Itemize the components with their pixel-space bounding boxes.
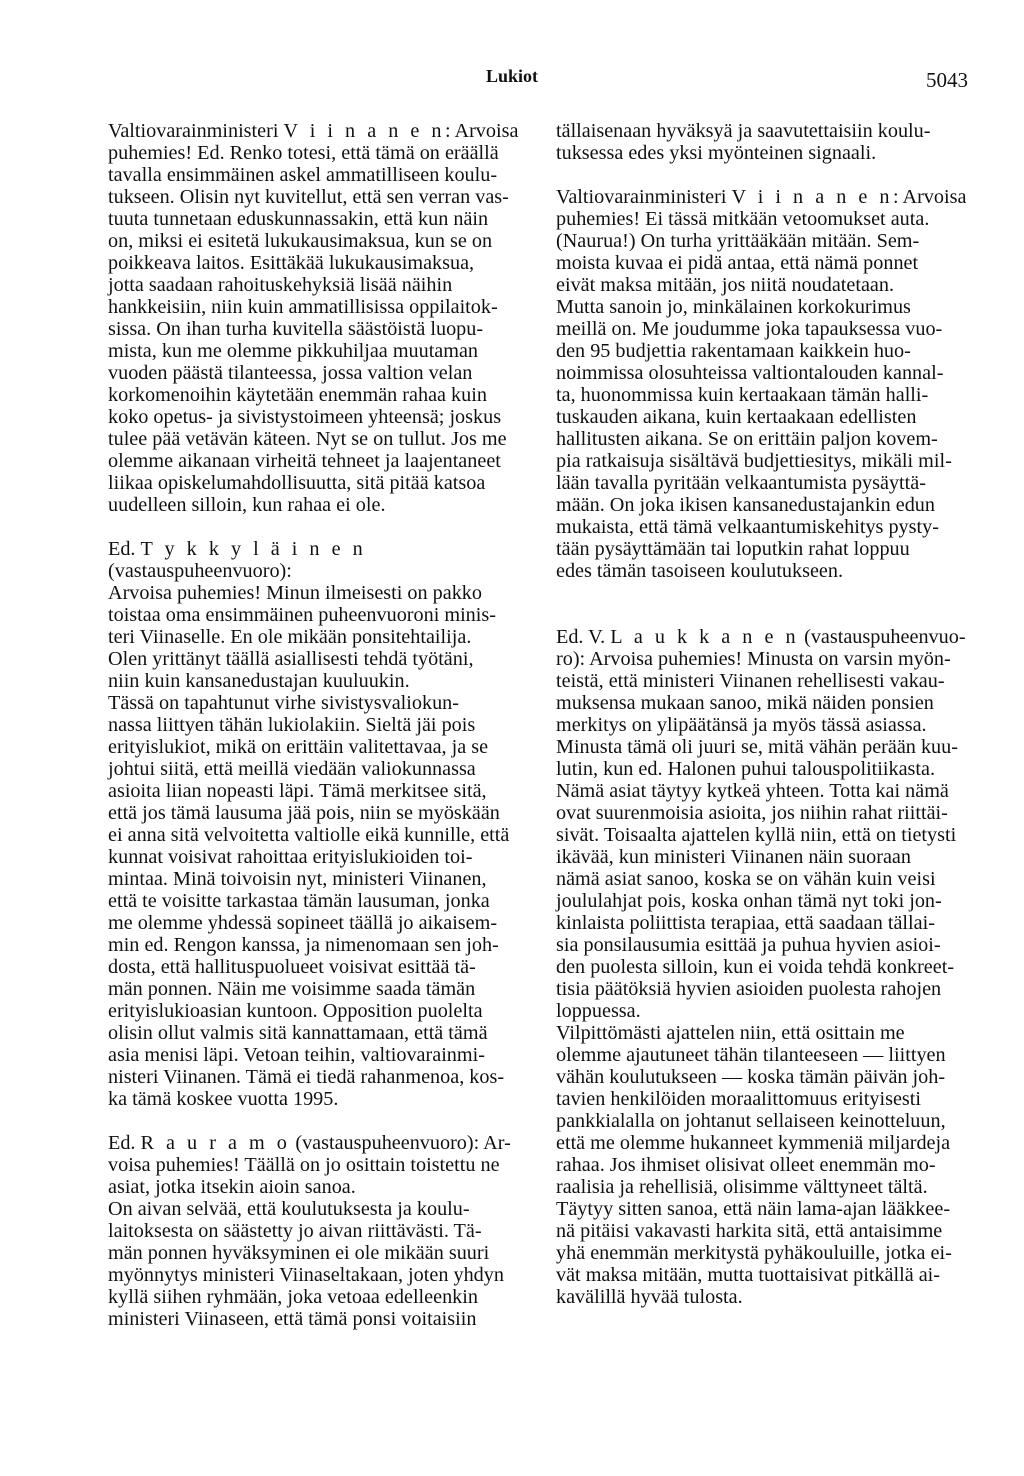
text-line	[108, 120, 528, 142]
text-line: tään pysäyttämään tai loputkin rahat loppuu	[556, 538, 910, 560]
text-line: merkitys on ylipäätänsä ja myös tässä asiassa.	[556, 714, 927, 736]
text-line: niin kuin kansanedustajan kuuluukin.	[108, 670, 410, 692]
text-line: teistä, että ministeri Viinanen rehellisesti vakau-	[556, 670, 945, 692]
text-line: ka tämä koskee vuotta 1995.	[108, 1088, 339, 1110]
text-segment: : Arvoisa	[892, 186, 967, 208]
text-line: dosta, että hallituspuolueet voisivat esittää tä-	[108, 956, 476, 978]
paragraph-gap	[556, 582, 996, 604]
text-line: vuoden päästä tilanteessa, jossa valtion velan	[108, 362, 473, 384]
text-line: puhemies! Ed. Renko totesi, että tämä on eräällä	[108, 142, 499, 164]
text-line: teri Viinaselle. En ole mikään ponsitehtailija.	[108, 626, 472, 648]
text-line: kunnat voisivat rahoittaa erityislukioiden toi-	[108, 846, 473, 868]
text-segment: Ed. V.	[556, 626, 611, 648]
text-line: uudelleen silloin, kun rahaa ei ole.	[108, 494, 386, 516]
text-line: sivät. Toisaalta ajattelen kyllä niin, että on tietysti	[556, 824, 957, 846]
text-line: että te voisitte tarkastaa tämän lausuman, jonka	[108, 890, 490, 912]
text-line: män ponnen. Näin me voisimme saada tämän	[108, 978, 476, 1000]
text-line: Mutta sanoin jo, minkälainen korkokurimus	[556, 296, 911, 318]
text-line: mintaa. Minä toivoisin nyt, ministeri Viinanen,	[108, 868, 487, 890]
text-line: mukaista, että tämä velkaantumiskehitys pysty-	[556, 516, 939, 538]
text-line: toistaa oma ensimmäinen puheenvuoroni minis-	[108, 604, 496, 626]
text-line: hallitusten aikana. Se on erittäin paljon kovem-	[556, 428, 938, 450]
speaker-name: T y k k y l ä i n e n	[140, 538, 367, 560]
text-line: olisin ollut valmis sitä kannattamaan, että tämä	[108, 1022, 488, 1044]
text-line: nä pitäisi vakavasti harkita sitä, että antaisimme	[556, 1220, 943, 1242]
text-line: että me olemme hukanneet kymmeniä miljardeja	[556, 1132, 951, 1154]
text-line: vähän koulutukseen — koska tämän päivän joh-	[556, 1066, 946, 1088]
text-line: On aivan selvää, että koulutuksesta ja koulu-	[108, 1198, 470, 1220]
text-line: yhä enemmän merkitystä pyhäkouluille, jotka ei-	[556, 1242, 952, 1264]
text-line: tulee pää vetävän käteen. Nyt se on tullut. Jos me	[108, 428, 507, 450]
text-line: Arvoisa puhemies! Minun ilmeisesti on pakko	[108, 582, 482, 604]
paragraph-gap	[108, 516, 528, 538]
text-line: kyllä siihen ryhmään, joka vetoaa edelleenkin	[108, 1286, 478, 1308]
text-segment: : Arvoisa	[444, 120, 519, 142]
text-line: mään. On joka ikisen kansanedustajankin edun	[556, 494, 935, 516]
text-line: tuuta tunnetaan eduskunnassakin, että kun näin	[108, 208, 489, 230]
text-segment: (vastauspuheenvuo-	[799, 626, 966, 648]
text-line: puhemies! Ei tässä mitkään vetoomukset auta.	[556, 208, 930, 230]
left-column	[108, 120, 528, 1330]
text-line: lutin, kun ed. Halonen puhui talouspolitiikasta.	[556, 758, 936, 780]
text-line: liikaa opiskelumahdollisuutta, sitä pitää katsoa	[108, 472, 486, 494]
text-line	[556, 186, 996, 208]
text-line: joululahjat pois, koska onhan tämä nyt toki jon-	[556, 890, 942, 912]
text-line: asia menisi läpi. Vetoan teihin, valtiovarainmi-	[108, 1044, 485, 1066]
text-segment: Ed.	[108, 538, 141, 560]
speaker-name: R a u r a m o	[140, 1132, 291, 1154]
text-line: olemme ajautuneet tähän tilanteeseen — liittyen	[556, 1044, 946, 1066]
running-title: Lukiot	[485, 66, 539, 86]
text-line	[108, 538, 528, 582]
text-line: koko opetus- ja sivistystoimeen yhteensä; joskus	[108, 406, 502, 428]
text-line: me olemme yhdessä sopineet täällä jo aikaisem-	[108, 912, 498, 934]
text-line: tuksessa edes yksi myönteinen signaali.	[556, 142, 877, 164]
page-header	[0, 0, 1024, 110]
text-line: ro): Arvoisa puhemies! Minusta on varsin myön-	[556, 648, 951, 670]
text-line: loppuessa.	[556, 1000, 641, 1022]
text-line: Nämä asiat täytyy kytkeä yhteen. Totta kai nämä	[556, 780, 949, 802]
text-segment: (vastauspuheenvuoro):	[108, 560, 292, 582]
text-line: (Naurua!) On turha yrittääkään mitään. Sem-	[556, 230, 920, 252]
text-line: erityislukioasian kuntoon. Opposition puolelta	[108, 1000, 483, 1022]
text-line: tisia päätöksiä hyvien asioiden puolesta rahojen	[556, 978, 942, 1000]
text-line: tällaisenaan hyväksyä ja saavutettaisiin koulu-	[556, 120, 931, 142]
paragraph-gap	[556, 164, 996, 186]
text-line: edes tämän tasoiseen koulutukseen.	[556, 560, 844, 582]
text-line: pia ratkaisuja sisältävä budjettiesitys, mikäli mil-	[556, 450, 952, 472]
text-line: kinlaista poliittista terapiaa, että saadaan tällai-	[556, 912, 935, 934]
text-line: myönnytys ministeri Viinaseltakaan, joten yhdyn	[108, 1264, 504, 1286]
text-line: tukseen. Olisin nyt kuvitellut, että sen verran vas-	[108, 186, 509, 208]
text-line: rahaa. Jos ihmiset olisivat olleet enemmän mo-	[556, 1154, 936, 1176]
text-line: mista, kun me olemme pikkuhiljaa muutaman	[108, 340, 479, 362]
page-number: 5043	[926, 68, 968, 92]
right-column	[556, 120, 996, 1308]
text-line: ovat suurenmoisia asioita, jos niihin rahat riittäi-	[556, 802, 948, 824]
text-line: että jos tämä lausuma jää pois, niin se myöskään	[108, 802, 500, 824]
text-line: moista kuvaa ei pidä antaa, että nämä ponnet	[556, 252, 919, 274]
text-line: Minusta tämä oli juuri se, mitä vähän perään kuu-	[556, 736, 958, 758]
text-line	[556, 626, 996, 648]
text-line: olemme aikanaan virheitä tehneet ja laajentaneet	[108, 450, 501, 472]
text-line: Täytyy sitten sanoa, että näin lama-ajan lääkkee-	[556, 1198, 951, 1220]
paragraph-gap	[556, 604, 996, 626]
text-segment: Valtiovarainministeri	[108, 120, 284, 142]
speaker-name: V i i n a n e n	[731, 186, 893, 208]
text-line: ministeri Viinaseen, että tämä ponsi voitaisiin	[108, 1308, 477, 1330]
text-line: johtui siitä, että meillä viedään valiokunnassa	[108, 758, 476, 780]
text-line: poikkeava laitos. Esittäkää lukukausimaksua,	[108, 252, 475, 274]
text-line: tuskauden aikana, kuin kertaakaan edellisten	[556, 406, 917, 428]
text-segment: (vastauspuheenvuoro): Ar-	[290, 1132, 511, 1154]
text-line: erityislukiot, mikä on erittäin valitettavaa, ja se	[108, 736, 489, 758]
text-line: nämä asiat sanoo, koska se on vähän kuin veisi	[556, 868, 936, 890]
text-line: sia ponsilausumia esittää ja puhua hyvien asioi-	[556, 934, 941, 956]
text-line: nisteri Viinanen. Tämä ei tiedä rahanmenoa, kos-	[108, 1066, 505, 1088]
text-line: asiat, jotka itsekin aioin sanoa.	[108, 1176, 356, 1198]
text-line: korkomenoihin käytetään enemmän rahaa kuin	[108, 384, 487, 406]
text-line: raalisia ja rehellisiä, olisimme välttyneet tältä.	[556, 1176, 928, 1198]
text-line: sissa. On ihan turha kuvitella säästöistä luopu-	[108, 318, 484, 340]
speaker-name: V i i n a n e n	[283, 120, 445, 142]
text-line: ei anna sitä velvoitetta valtiolle eikä kunnille, että	[108, 824, 510, 846]
text-line: den puolesta silloin, kun ei voida tehdä konkreet-	[556, 956, 955, 978]
text-line: noimmissa olosuhteissa valtiontalouden kannal-	[556, 362, 944, 384]
text-line: nassa liittyen tähän lukiolakiin. Sieltä jäi pois	[108, 714, 476, 736]
text-line: tavien henkilöiden moraalittomuus erityisesti	[556, 1088, 921, 1110]
text-line: lään tavalla pyritään velkaantumista pysäyttä-	[556, 472, 926, 494]
text-line: meillä on. Me joudumme joka tapauksessa vuo-	[556, 318, 943, 340]
text-line: pankkialalla on johtanut sellaiseen keinotteluun,	[556, 1110, 946, 1132]
text-line: Olen yrittänyt täällä asiallisesti tehdä työtäni,	[108, 648, 474, 670]
text-segment: Valtiovarainministeri	[556, 186, 732, 208]
text-line: voisa puhemies! Täällä on jo osittain toistettu ne	[108, 1154, 500, 1176]
text-line: laitoksesta on säästetty jo aivan riittävästi. Tä-	[108, 1220, 482, 1242]
text-line: ikävää, kun ministeri Viinanen näin suoraan	[556, 846, 911, 868]
text-line: hankkeisiin, niin kuin ammatillisissa oppilaitok-	[108, 296, 498, 318]
text-line	[108, 1132, 528, 1154]
text-line: jotta saadaan rahoituskehyksiä lisää näihin	[108, 274, 453, 296]
text-line: den 95 budjettia rakentamaan kaikkein huo-	[556, 340, 911, 362]
text-line: kavälillä hyvää tulosta.	[556, 1286, 743, 1308]
speaker-name: L a u k k a n e n	[610, 626, 800, 648]
text-line: Tässä on tapahtunut virhe sivistysvaliokun-	[108, 692, 459, 714]
text-line: Vilpittömästi ajattelen niin, että osittain me	[556, 1022, 905, 1044]
text-segment: Ed.	[108, 1132, 141, 1154]
text-line: min ed. Rengon kanssa, ja nimenomaan sen joh-	[108, 934, 499, 956]
text-line: ta, huonommissa kuin kertaakaan tämän halli-	[556, 384, 929, 406]
text-line: eivät maksa mitään, jos niitä noudatetaan.	[556, 274, 895, 296]
text-line: tavalla ensimmäinen askel ammatilliseen koulu-	[108, 164, 498, 186]
paragraph-gap	[108, 1110, 528, 1132]
text-line: vät maksa mitään, mutta tuottaisivat pitkällä ai-	[556, 1264, 941, 1286]
text-line: on, miksi ei esitetä lukukausimaksua, kun se on	[108, 230, 493, 252]
text-line: asioita liian nopeasti läpi. Tämä merkitsee sitä,	[108, 780, 487, 802]
text-line: muksensa mukaan sanoo, mikä näiden ponsien	[556, 692, 934, 714]
text-line: män ponnen hyväksyminen ei ole mikään suuri	[108, 1242, 490, 1264]
